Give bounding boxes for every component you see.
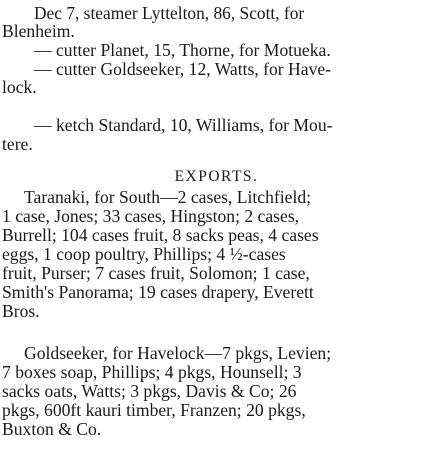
export-line: Taranaki, for South—2 cases, Litchfield; (24, 187, 312, 207)
shipping-line: lock. (2, 77, 37, 97)
exports-heading: EXPORTS. (174, 168, 259, 185)
export-line: Bros. (2, 301, 40, 321)
shipping-line: Dec 7, steamer Lyttelton, 86, Scott, for (34, 3, 305, 23)
export-line: Smith's Panorama; 19 cases drapery, Everett (2, 282, 314, 302)
shipping-line: — cutter Goldseeker, 12, Watts, for Have- (34, 59, 332, 79)
export-line: Goldseeker, for Havelock—7 pkgs, Levien; (24, 343, 332, 363)
shipping-line: — cutter Planet, 15, Thorne, for Motueka. (34, 40, 331, 60)
export-line: Buxton & Co. (2, 419, 102, 439)
export-line: Burrell; 104 cases fruit, 8 sacks peas, 4 cases (2, 225, 319, 245)
export-line: 7 boxes soap, Phillips; 4 pkgs, Hounsell; 3 (2, 362, 302, 382)
shipping-line: Blenheim. (2, 21, 75, 41)
export-line: pkgs, 600ft kauri timber, Franzen; 20 pkgs, (2, 400, 306, 420)
export-line: fruit, Purser; 7 cases fruit, Solomon; 1 case, (2, 263, 310, 283)
shipping-line: tere. (2, 134, 33, 154)
export-line: eggs, 1 coop poultry, Phillips; 4 ½-cases (2, 244, 286, 264)
export-line: 1 case, Jones; 33 cases, Hingston; 2 cases, (2, 206, 300, 226)
export-line: sacks oats, Watts; 3 pkgs, Davis & Co; 26 (2, 381, 297, 401)
shipping-line: — ketch Standard, 10, Williams, for Mou- (34, 115, 333, 135)
